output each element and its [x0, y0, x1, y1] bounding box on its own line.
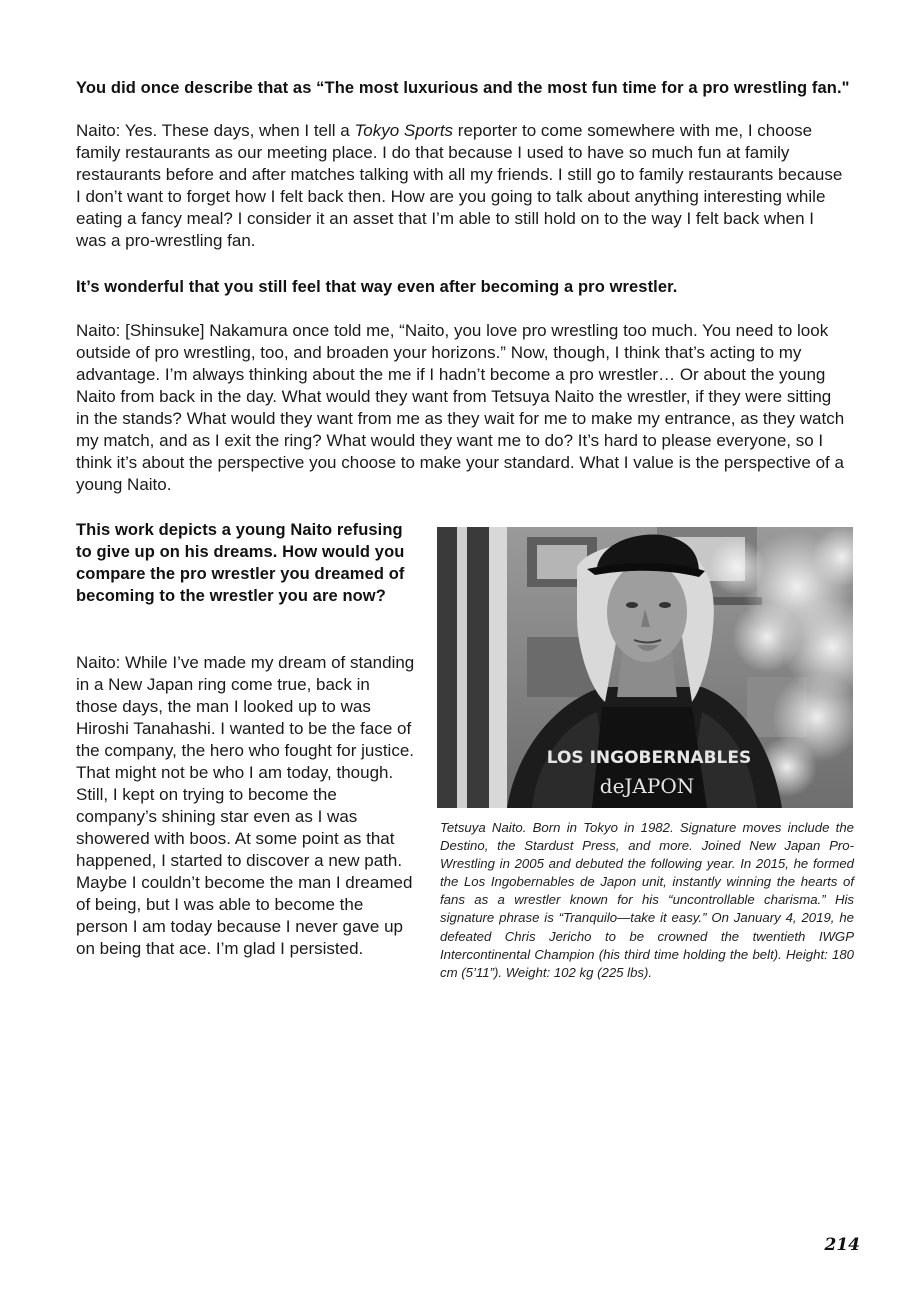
answer-1-pre: Naito: Yes. These days, when I tell a	[76, 121, 355, 140]
question-3: This work depicts a young Naito refusing to give up on his dreams. How would you compare the pro wrestler you dreamed of becoming to the wrestler you are now?	[76, 521, 405, 605]
page-number: 214	[824, 1235, 860, 1255]
answer-2: Naito: [Shinsuke] Nakamura once told me, “Naito, you love pro wrestling too much. You need to look outside of pro wrestling, too, and broaden your horizons.” Now, though, I think that’s acting to my advantage. I’m always thinking about the me if I hadn’t become a pro wrestler… Or about the young Naito from back in the day. What would they want from Tetsuya Naito the wrestler, if they were sitting in the stands? What would they want from me as they wait for me to make my entrance, as they watch my match, and as I exit the ring? What would they want me to do? It’s hard to please everyone, so I think it’s about the perspective you choose to make your standard. What I value is the perspective of a young Naito.	[76, 321, 845, 494]
shirt-text-line-2: deJAPON	[599, 774, 695, 798]
wrestler-photo	[437, 527, 853, 808]
photo-caption: Tetsuya Naito. Born in Tokyo in 1982. Signature moves include the Destino, the Stardust Press, and more. Joined New Japan Pro-Wrestling in 2005 and debuted the following year. In 2015, he formed the Los Ingobernables de Japon unit, instantly winning the hearts of fans as a wrestler known for his “uncontrollable charisma.” His signature phrase is “Tranquilo—take it easy.” On January 4, 2019, he defeated Chris Jericho to be crowned the twentieth IWGP Intercontinental Champion (his third time holding the belt). Height: 180 cm (5’11”). Weight: 102 kg (225 lbs).	[440, 820, 854, 980]
answer-1	[76, 120, 846, 252]
question-2: It’s wonderful that you still feel that way even after becoming a pro wrestler.	[76, 278, 678, 296]
shirt-text-line-1: LOS INGOBERNABLES	[546, 748, 752, 768]
publication-name: Tokyo Sports	[354, 121, 454, 140]
question-1: You did once describe that as “The most luxurious and the most fun time for a pro wrestling fan."	[76, 79, 850, 97]
answer-1-post: reporter to come somewhere with me, I choose family restaurants as our meeting place. I do that because I used to have so much fun at family restaurants before and after matches talking with all my friends. I still go to family restaurants because I don’t want to forget how I felt back then. How are you going to talk about anything interesting while eating a fancy meal? I consider it an asset that I’m able to still hold on to the way I felt back when I was a pro-wrestling fan.	[76, 121, 843, 250]
answer-3: Naito: While I’ve made my dream of standing in a New Japan ring come true, back in those days, the man I looked up to was Hiroshi Tanahashi. I wanted to be the face of the company, the hero who fought for justice. That might not be who I am today, though. Still, I kept on trying to become the company’s shining star even as I was showered with boos. At some point as that happened, I started to discover a new path. Maybe I couldn’t become the man I dreamed of being, but I was able to become the person I am today because I never gave up on being that ace. I’m glad I persisted.	[76, 653, 415, 958]
